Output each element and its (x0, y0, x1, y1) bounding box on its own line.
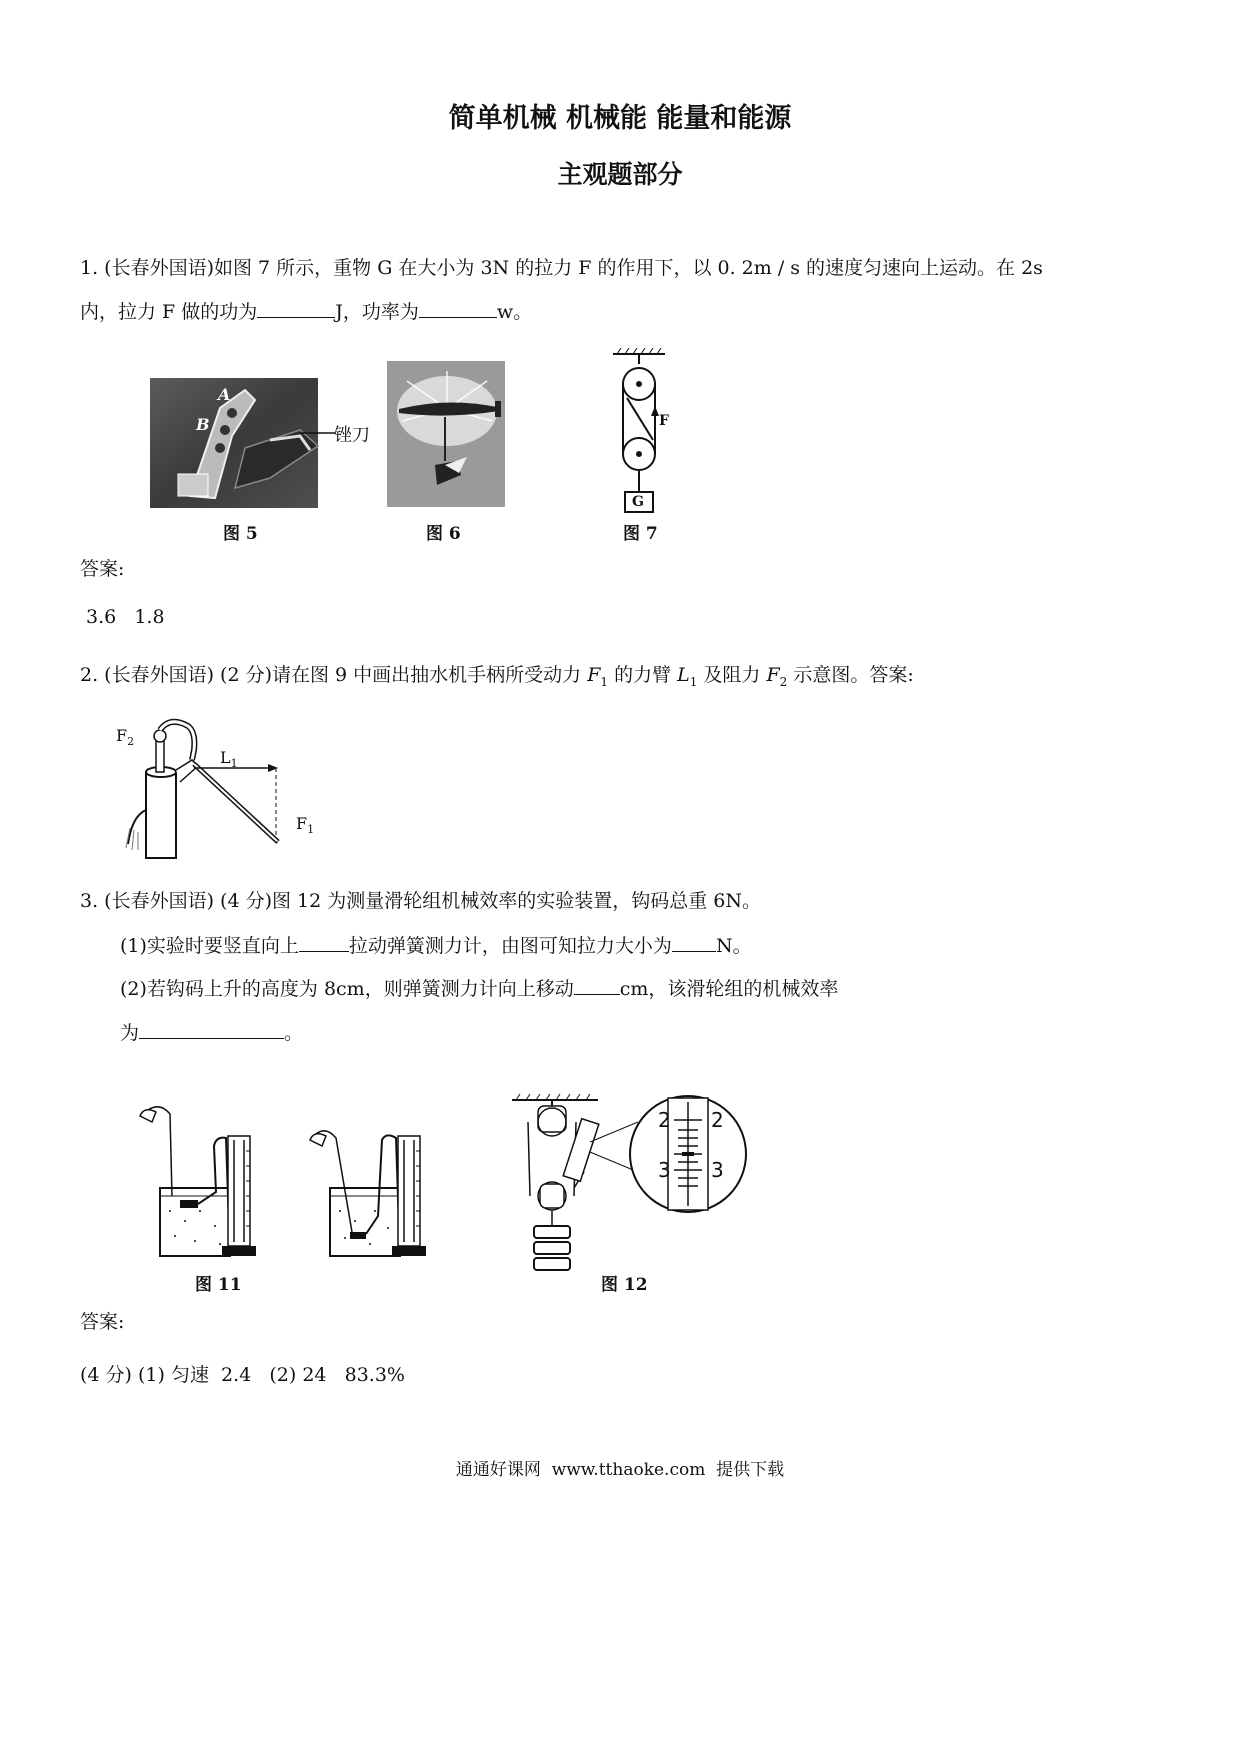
q1-answer-label: 答案: (80, 558, 125, 580)
fig5-label-a: A (218, 385, 231, 404)
figure-9-pump (118, 720, 318, 860)
fig7-label-g: G (632, 494, 644, 510)
q3-part2: (2)若钩码上升的高度为 8cm，则弹簧测力计向上移动 cm，该滑轮组的机械效率 (120, 978, 839, 1000)
figure-7-pulley (605, 348, 685, 518)
fig12-scale-label-top-right: 2 (711, 1108, 724, 1132)
page-subtitle: 主观题部分 (557, 160, 683, 189)
fig6-caption: 图 6 (426, 524, 461, 544)
figure-11-manometers (130, 1096, 450, 1266)
fig7-label-f: F (659, 413, 669, 429)
fig9-label-f1: $F_1$ (296, 814, 315, 837)
q3-line1: 3. (长春外国语) (4 分)图 12 为测量滑轮组机械效率的实验装置，钩码总重 6N。 (80, 890, 761, 912)
fig11-caption: 图 11 (195, 1275, 242, 1295)
q3-answer: (4 分) (1) 匀速 2.4 (2) 24 83.3% (80, 1364, 405, 1386)
q3-answer-label: 答案: (80, 1311, 125, 1333)
page-footer: 通通好课网 www.tthaoke.com 提供下载 (455, 1460, 785, 1480)
q1-line1: 1. (长春外国语)如图 7 所示，重物 G 在大小为 3N 的拉力 F 的作用下，以 0. 2m / s 的速度匀速向上运动。在 2s (80, 257, 1043, 279)
q1-answer: 3.6 1.8 (86, 606, 165, 628)
fig5-label-b: B (196, 415, 210, 434)
fig9-label-f2: $F_2$ (116, 726, 135, 749)
fig12-scale-label-bottom-right: 3 (711, 1158, 724, 1182)
figure-6-photo (387, 361, 507, 509)
page-title: 简单机械 机械能 能量和能源 (448, 103, 792, 134)
fig5-label-file: 锉刀 (334, 425, 370, 446)
q2-text: 2. (长春外国语) (2 分)请在图 9 中画出抽水机手柄所受动力 $F_1$ 的力臂 $L_1$ 及阻力 $F_2$ 示意图。答案: (80, 664, 914, 689)
fig9-label-l1: $L_1$ (220, 748, 238, 771)
q3-part3: 为 。 (120, 1022, 304, 1044)
fig12-scale-label-bottom-left: 3 (658, 1158, 671, 1182)
fig5-caption: 图 5 (223, 524, 258, 544)
fig12-scale-label-top-left: 2 (658, 1108, 671, 1132)
fig7-caption: 图 7 (623, 524, 658, 544)
figure-5-photo (150, 378, 320, 510)
q3-part1: (1)实验时要竖直向上 拉动弹簧测力计，由图可知拉力大小为 N。 (120, 935, 752, 957)
fig12-caption: 图 12 (601, 1275, 648, 1295)
q1-line2: 内，拉力 F 做的功为 J，功率为 w。 (80, 301, 533, 323)
